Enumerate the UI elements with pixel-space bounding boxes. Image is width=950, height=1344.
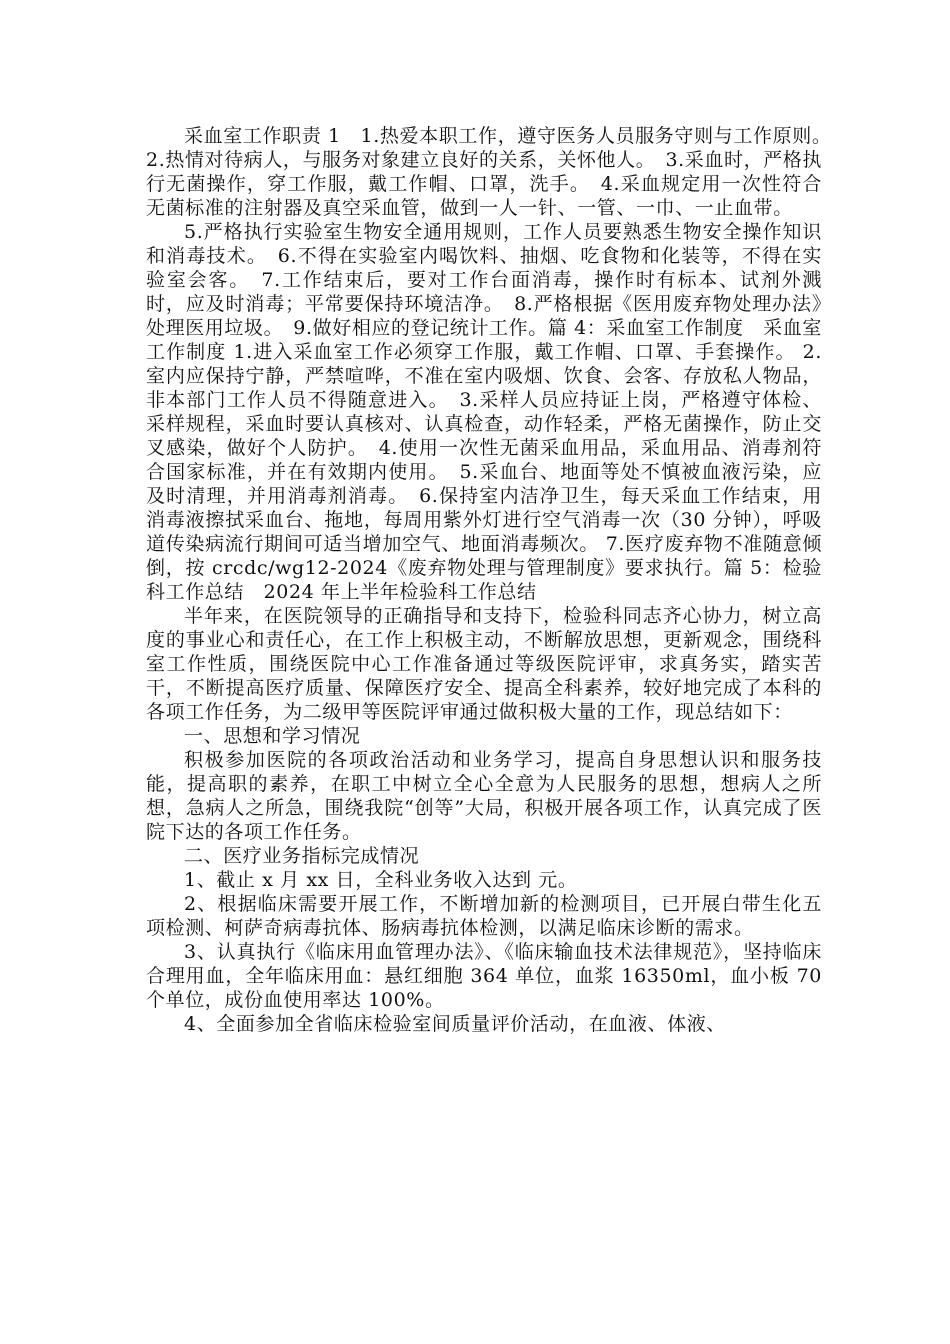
list-item-income: 1、截止 x 月 xx 日，全科业务收入达到 元。 xyxy=(184,869,578,891)
paragraph-half-year-summary: 半年来，在医院领导的正确指导和支持下，检验科同志齐心协力，树立高度的事业心和责任心，在工作上积极主动，不断解放思想，更新观念，围绕科室工作性质，围绕医院中心工作准备通过等级医院评审，求真务实，踏实苦干，不断提高医疗质量、保障医疗安全、提高全科素养，较好地完成了本科的各项工作任务，为二级甲等医院评审通过做积极大量的工作，现总结如下： xyxy=(146,605,822,723)
section-heading-thinking-study: 一、思想和学习情况 xyxy=(184,725,361,747)
list-item-new-tests: 2、根据临床需要开展工作，不断增加新的检测项目，已开展白带生化五项检测、柯萨奇病毒抗体、肠病毒抗体检测，以满足临床诊断的需求。 xyxy=(146,893,822,939)
section-heading-medical-indicators: 二、医疗业务指标完成情况 xyxy=(184,845,420,867)
list-item-quality-evaluation: 4、全面参加全省临床检验室间质量评价活动，在血液、体液、 xyxy=(184,1013,726,1035)
paragraph-biosafety-rules: 5.严格执行实验室生物安全通用规则，工作人员要熟悉生物安全操作知识和消毒技术。 6.不得在实验室内喝饮料、抽烟、吃食物和化装等，不得在实验室会客。 7.工作结束后，要对工作台面消毒，操作时有标本、试剂外溅时，应及时消毒；平常要保持环境洁净。 8.严格根据《医用废弃物处理办法》处理医用垃圾。 9.做好相应的登记统计工作。篇 4：采血室工作制度 采血室工作制度 1.进入采血室工作必须穿工作服，戴工作帽、口罩、手套操作。 2.室内应保持宁静，严禁喧哗，不准在室内吸烟、饮食、会客、存放私人物品，非本部门工作人员不得随意进入。 3.采样人员应持证上岗，严格遵守体检、采样规程，采血时要认真核对、认真检查，动作轻柔，严格无菌操作，防止交叉感染，做好个人防护。 4.使用一次性无菌采血用品，采血用品、消毒剂符合国家标准，并在有效期内使用。 5.采血台、地面等处不慎被血液污染，应及时清理，并用消毒剂消毒。 6.保持室内洁净卫生，每天采血工作结束，用消毒液擦拭采血台、拖地，每周用紫外灯进行空气消毒一次（30 分钟），呼吸道传染病流行期间可适当增加空气、地面消毒频次。 7.医疗废弃物不准随意倾倒，按 crcdc/wg12-2024《废弃物处理与管理制度》要求执行。篇 5：检验科工作总结 2024 年上半年检验科工作总结 xyxy=(146,221,822,603)
paragraph-political-study: 积极参加医院的各项政治活动和业务学习，提高自身思想认识和服务技能，提高职的素养，在职工中树立全心全意为人民服务的思想，想病人之所想，急病人之所急，围绕我院“创等”大局，积极开展各项工作，认真完成了医院下达的各项工作任务。 xyxy=(146,749,822,843)
paragraph-blood-room-duties: 采血室工作职责 1 1.热爱本职工作，遵守医务人员服务守则与工作原则。 2.热情对待病人，与服务对象建立良好的关系，关怀他人。 3.采血时，严格执行无菌操作，穿工作服，戴工作帽、口罩，洗手。 4.采血规定用一次性符合无菌标准的注射器及真空采血管，做到一人一针、一管、一巾、一止血带。 xyxy=(146,125,842,219)
document-page xyxy=(146,124,842,1036)
list-item-blood-usage: 3、认真执行《临床用血管理办法》、《临床输血技术法律规范》，坚持临床合理用血，全年临床用血：悬红细胞 364 单位，血浆 16350ml，血小板 70 个单位，成份血使用率达 100%。 xyxy=(146,941,822,1011)
